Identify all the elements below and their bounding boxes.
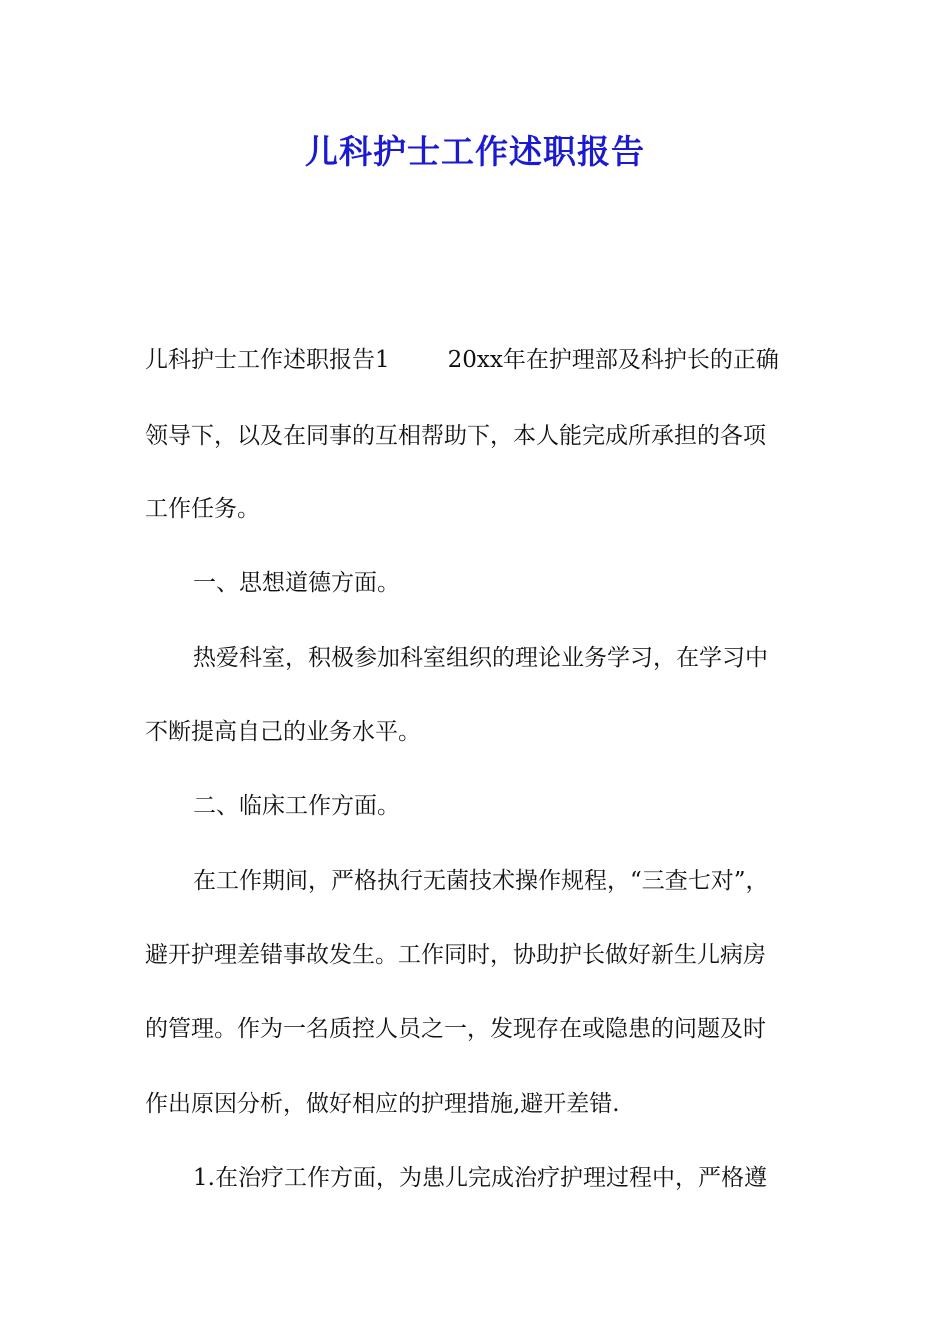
body-line-9: 避开护理差错事故发生。工作同时，协助护长做好新生儿病房 [145, 942, 766, 968]
section-heading-1: 一、思想道德方面。 [193, 570, 400, 596]
body-line-2: 领导下，以及在同事的互相帮助下，本人能完成所承担的各项 [145, 423, 766, 449]
document-title: 儿科护士工作述职报告 [305, 132, 645, 171]
section-heading-2: 二、临床工作方面。 [193, 793, 400, 819]
body-line-6: 不断提高自己的业务水平。 [145, 719, 421, 745]
body-line-8: 在工作期间，严格执行无菌技术操作规程，“三查七对”， [193, 868, 769, 894]
body-line-12: 1.在治疗工作方面，为患儿完成治疗护理过程中，严格遵 [193, 1165, 767, 1191]
report-heading-inline: 儿科护士工作述职报告1 [145, 347, 390, 373]
body-line-11: 作出原因分析，做好相应的护理措施,避开差错. [145, 1091, 620, 1117]
body-line-1 [145, 342, 825, 378]
paragraph-text: 20xx年在护理部及科护长的正确 [447, 347, 779, 373]
body-line-10: 的管理。作为一名质控人员之一，发现存在或隐患的问题及时 [145, 1016, 766, 1042]
body-line-3: 工作任务。 [145, 496, 260, 522]
body-line-5: 热爱科室，积极参加科室组织的理论业务学习，在学习中 [193, 645, 768, 671]
